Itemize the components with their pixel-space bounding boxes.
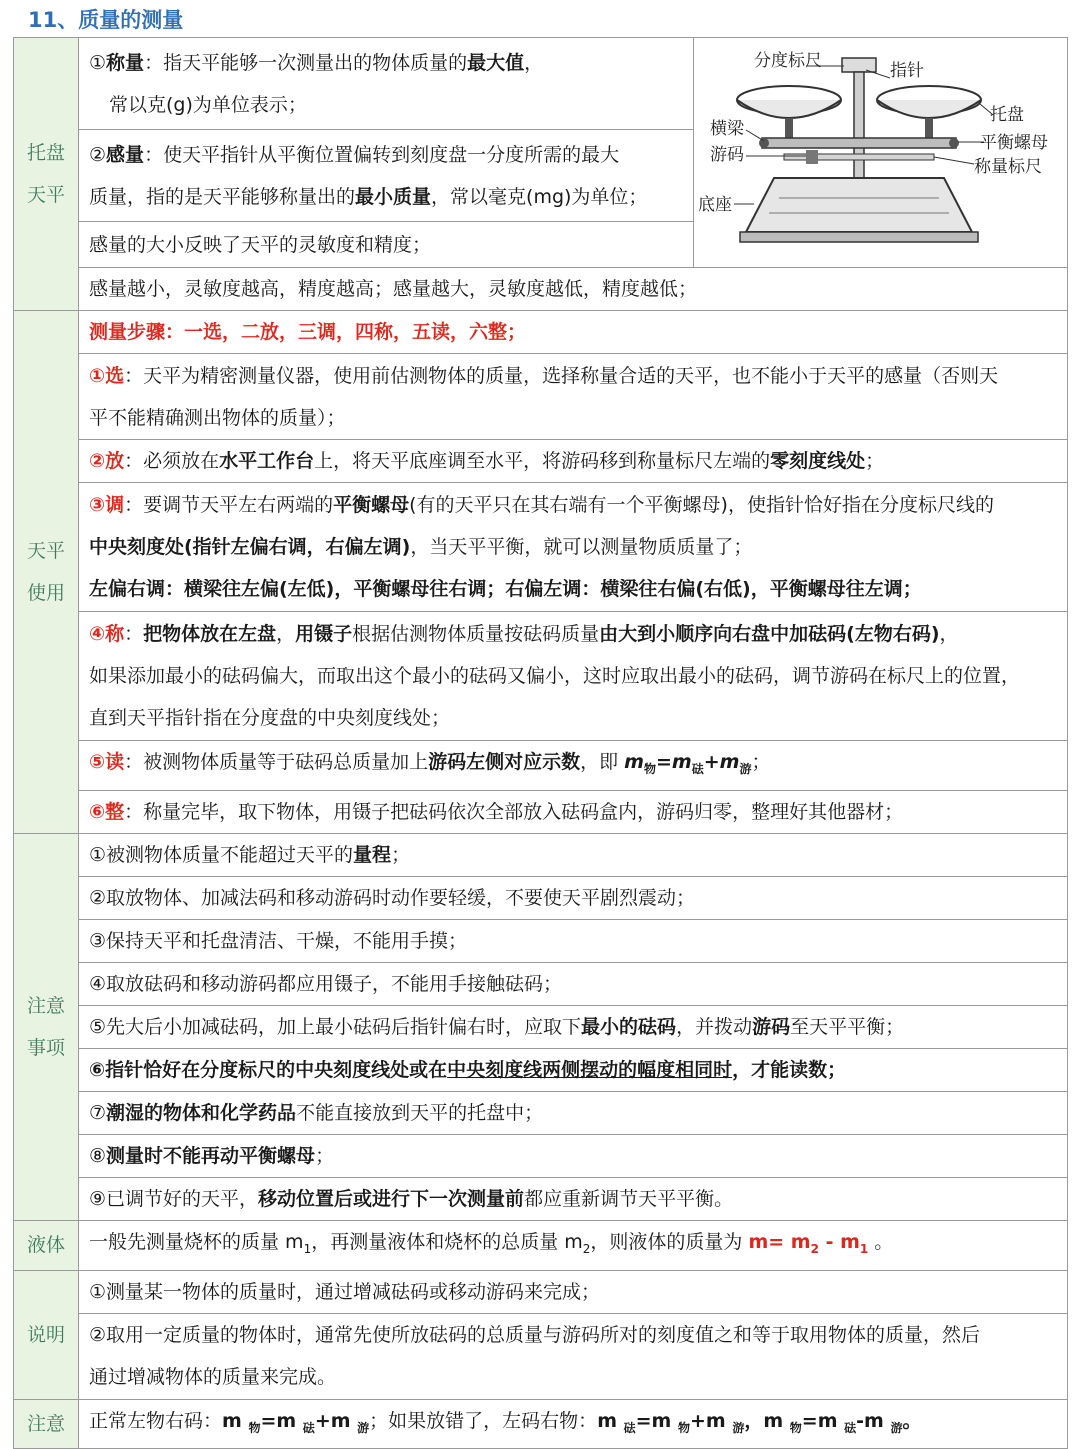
category-label: 事项 bbox=[26, 1036, 65, 1059]
label-pingheng: 平衡螺母 bbox=[980, 133, 1048, 153]
label-hengliang: 横梁 bbox=[710, 119, 744, 139]
row-tiao: ③调：要调节天平左右两端的平衡螺母(有的天平只在其右端有一个平衡螺母)，使指针恰好指在分度标尺线的 中央刻度处(指针左偏右调，右偏左调)，当天平平衡，就可以测量物质质量了； 左偏右调：横梁往左偏(左低)，平衡螺母往右调；右偏左调：横梁往右偏(右低)，平衡螺母往左调； bbox=[79, 483, 1068, 612]
note-3: ③保持天平和托盘清洁、干燥，不能用手摸； bbox=[79, 919, 1068, 962]
row-fang: ②放：必须放在水平工作台上，将天平底座调至水平，将游码移到称量标尺左端的零刻度线处； bbox=[79, 440, 1068, 483]
category-use bbox=[14, 311, 79, 834]
row-steps: 测量步骤：一选，二放，三调，四称，五读，六整； bbox=[79, 311, 1068, 354]
label-zhizhen: 指针 bbox=[890, 61, 924, 81]
category-label: 注意 bbox=[26, 994, 65, 1017]
category-notes bbox=[14, 833, 79, 1220]
row-chengliang: ①称量：指天平能够一次测量出的物体质量的最大值， 常以克(g)为单位表示； bbox=[79, 38, 694, 130]
row-du: ⑤读：被测物体质量等于砝码总质量加上游码左侧对应示数，即 $m_物=m_砝+m_游$； bbox=[79, 741, 1068, 791]
category-label: 使用 bbox=[26, 581, 65, 604]
category-liquid: 液体 bbox=[14, 1220, 79, 1270]
label-tuopan: 托盘 bbox=[990, 105, 1024, 125]
row-ganliang-desc: 感量的大小反映了天平的灵敏度和精度； bbox=[79, 222, 694, 268]
section-title: 11、质量的测量 bbox=[28, 8, 184, 32]
category-explain: 说明 bbox=[14, 1270, 79, 1399]
note-2: ②取放物体、加减法码和移动游码时动作要轻缓，不要使天平剧烈震动； bbox=[79, 876, 1068, 919]
row-ganliang-rule: 感量越小，灵敏度越高，精度越高；感量越大，灵敏度越低，精度越低； bbox=[79, 268, 1068, 311]
category-label: 天平 bbox=[26, 184, 65, 206]
note-7: ⑦潮湿的物体和化学药品不能直接放到天平的托盘中； bbox=[79, 1091, 1068, 1134]
explain-1: ①测量某一物体的质量时，通过增减砝码或移动游码来完成； bbox=[79, 1270, 1068, 1313]
note-1: ①被测物体质量不能超过天平的量程； bbox=[79, 833, 1068, 876]
row-xuan: ①选：天平为精密测量仪器，使用前估测物体的质量，选择称量合适的天平，也不能小于天平的感量（否则天 平不能精确测出物体的质量）； bbox=[79, 354, 1068, 440]
note-5: ⑤先大后小加减砝码，加上最小砝码后指针偏右时，应取下最小的砝码，并拨动游码至天平平衡； bbox=[79, 1005, 1068, 1048]
label-youma: 游码 bbox=[710, 145, 744, 165]
row-attention: 正常左物右码：m $_物$=m $_砝$+m $_游$；如果放错了，左码右物：m $_砝$=m $_物$+m $_游$，m $_物$=m $_砝$-m $_游$。 bbox=[79, 1399, 1068, 1449]
category-attention: 注意 bbox=[14, 1399, 79, 1449]
explain-2: ②取用一定质量的物体时，通常先使所放砝码的总质量与游码所对的刻度值之和等于取用物体的质量，然后 通过增减物体的质量来完成。 bbox=[79, 1313, 1068, 1399]
label-fendu: 分度标尺 bbox=[754, 51, 822, 71]
balance-figure bbox=[694, 38, 1068, 268]
row-zheng: ⑥整：称量完毕，取下物体，用镊子把砝码依次全部放入砝码盒内，游码归零，整理好其他器材； bbox=[79, 790, 1068, 833]
category-label: 托盘 bbox=[26, 142, 65, 164]
note-9: ⑨已调节好的天平，移动位置后或进行下一次测量前都应重新调节天平平衡。 bbox=[79, 1177, 1068, 1220]
label-dizuo: 底座 bbox=[698, 195, 732, 215]
category-label: 天平 bbox=[26, 539, 65, 562]
label-chengliang: 称量标尺 bbox=[974, 157, 1042, 177]
category-tuopan bbox=[14, 38, 79, 311]
row-cheng: ④称：把物体放在左盘，用镊子根据估测物体质量按砝码质量由大到小顺序向右盘中加砝码(左物右码)， 如果添加最小的砝码偏大，而取出这个最小的砝码又偏小，这时应取出最小的砝码，调节游码在标尺上的位置， 直到天平指针指在分度盘的中央刻度线处； bbox=[79, 612, 1068, 741]
note-8: ⑧测量时不能再动平衡螺母； bbox=[79, 1134, 1068, 1177]
note-4: ④取放砝码和移动游码都应用镊子，不能用手接触砝码； bbox=[79, 962, 1068, 1005]
row-ganliang: ②感量：使天平指针从平衡位置偏转到刻度盘一分度所需的最大 质量，指的是天平能够称量出的最小质量，常以毫克(mg)为单位； bbox=[79, 130, 694, 222]
balance-diagram bbox=[694, 38, 1066, 252]
note-6: ⑥指针恰好在分度标尺的中央刻度线处或在中央刻度线两侧摆动的幅度相同时，才能读数； bbox=[79, 1048, 1068, 1091]
content-table bbox=[13, 37, 1068, 1449]
row-liquid: 一般先测量烧杯的质量 $m_1$，再测量液体和烧杯的总质量 $m_2$，则液体的质量为 $m= m_2 - m_1$ 。 bbox=[79, 1220, 1068, 1270]
